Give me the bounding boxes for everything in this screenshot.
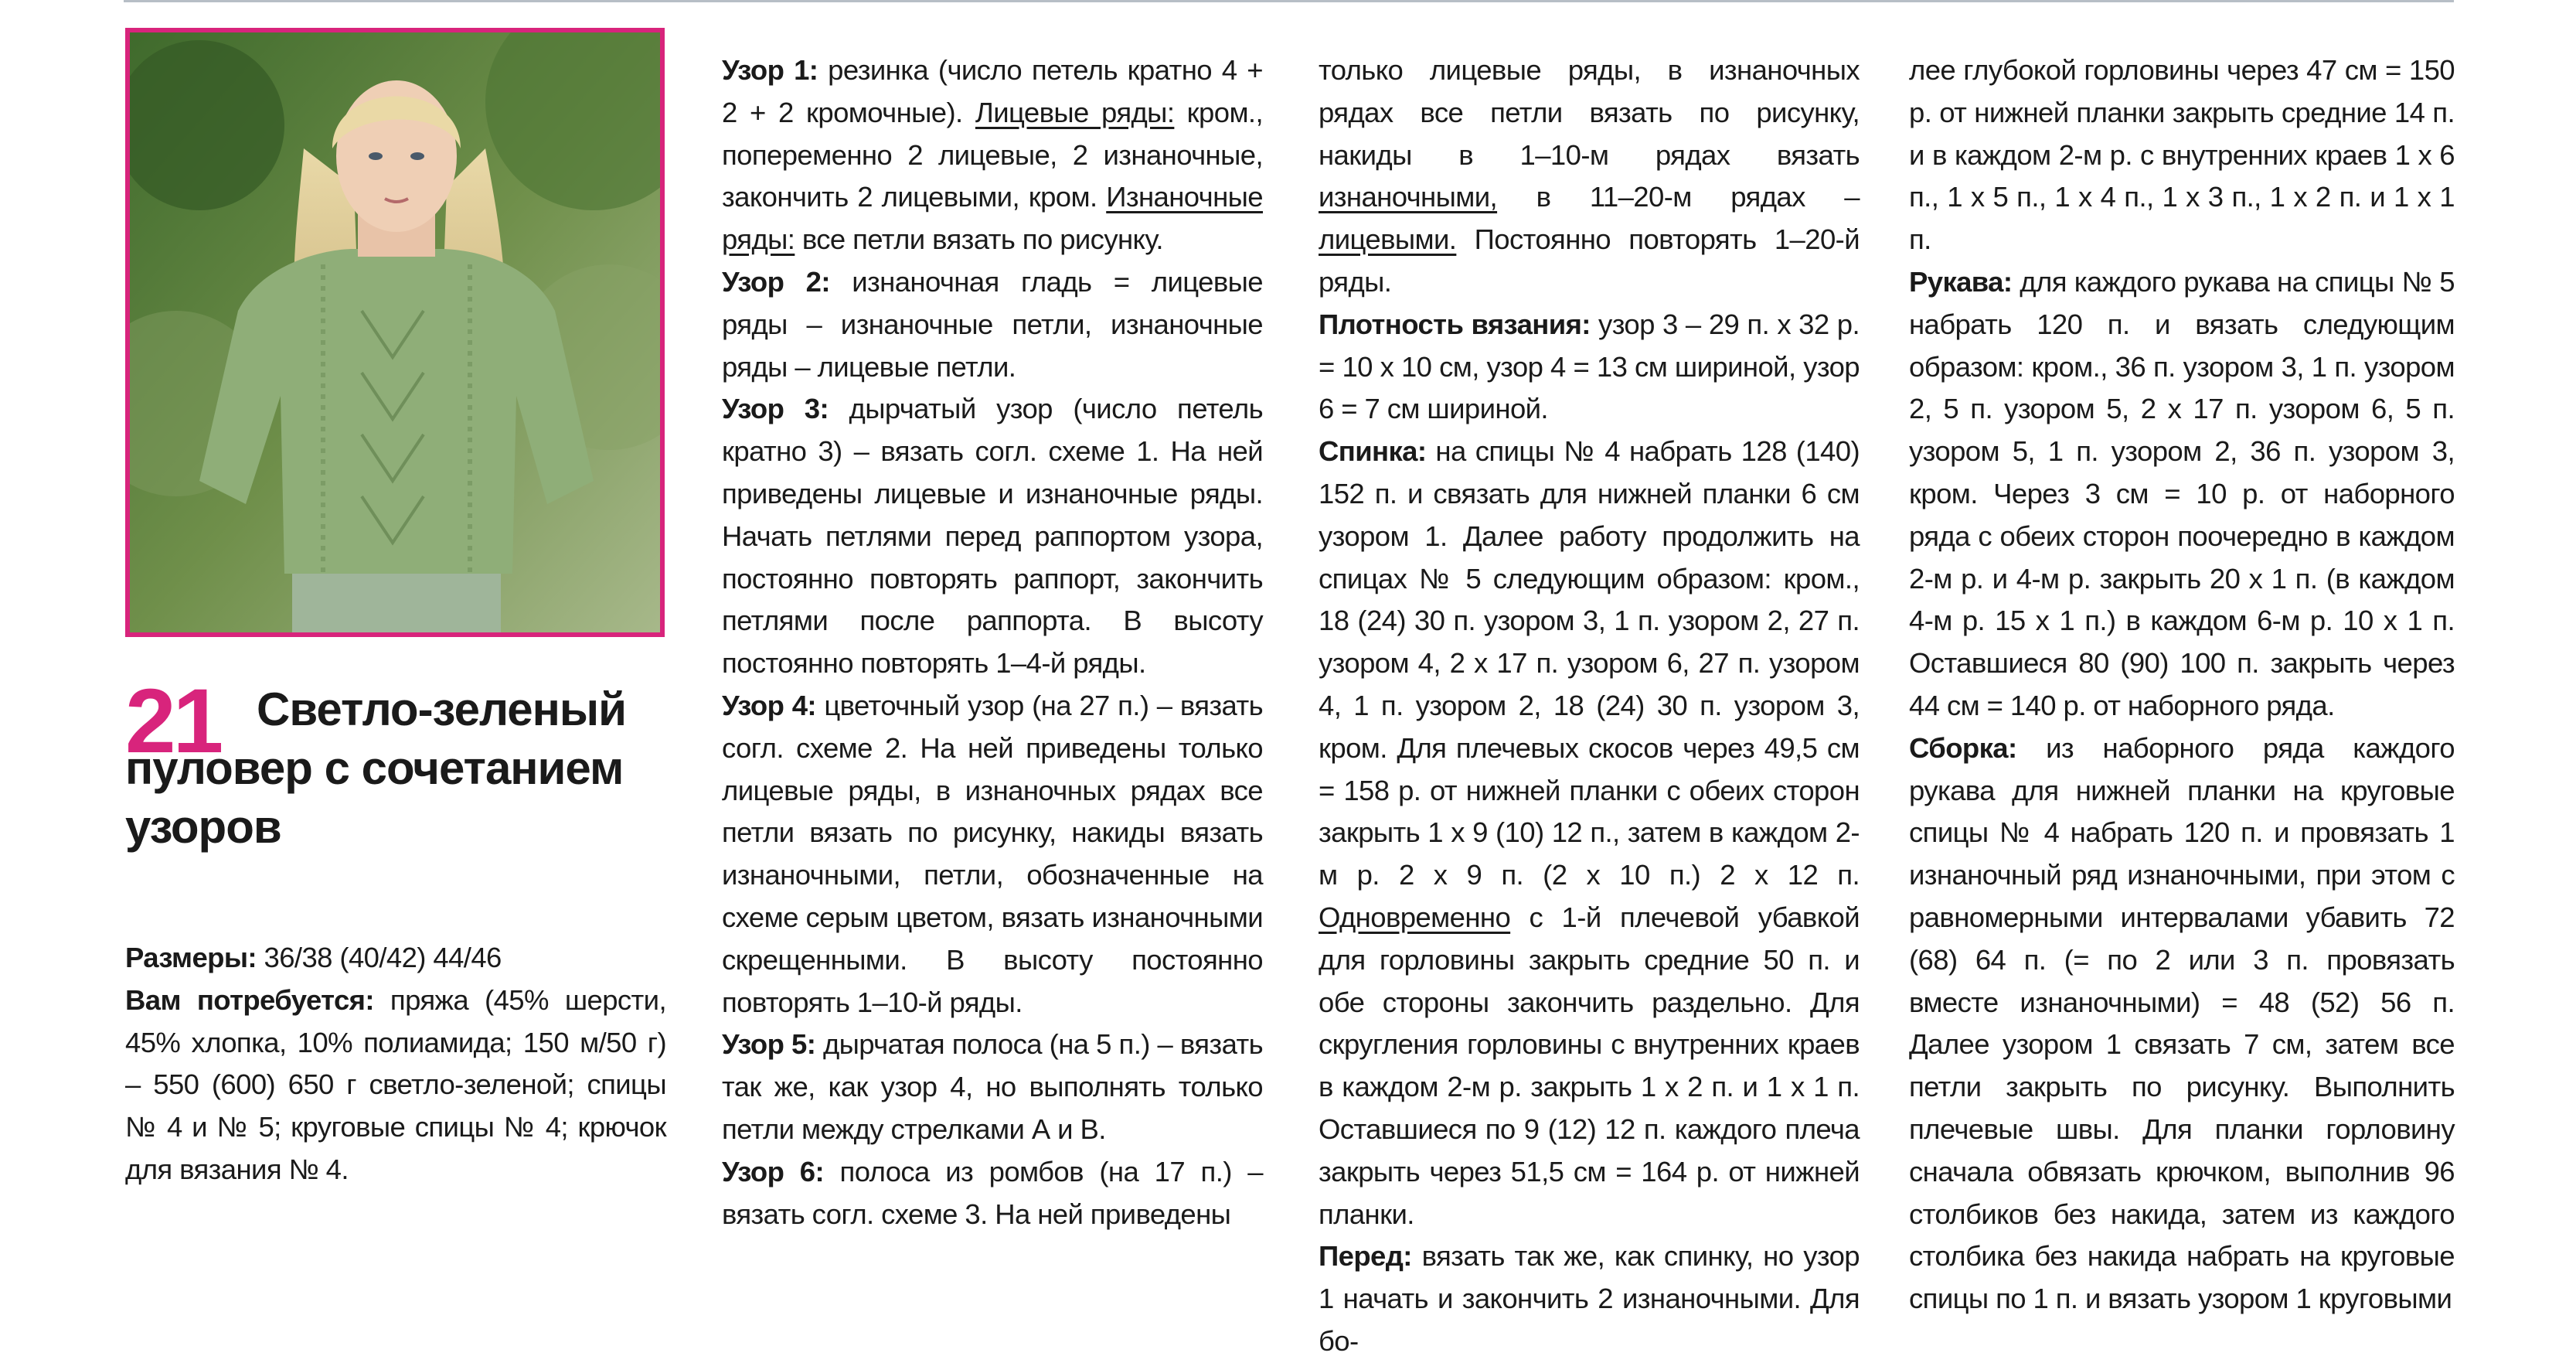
simultaneously-term: Одновременно (1319, 901, 1511, 933)
pattern-6-label: Узор 6: (722, 1155, 825, 1188)
back-text-a: на спицы № 4 набрать 128 (140) 152 п. и связать для нижней планки 6 см узором 1. Далее работу продолжить на спицах № 5 следующим образом: кром., 18 (24) 30 п. узором 3, 1 п. узором 2, 27 п. узором 4, 2 х 17 п. узором 6, 27 п. узором 4, 1 п. узором 2, 18 (24) 30 п. узором 3, кром. Для плечевых скосов через 49,5 см = 158 р. от нижней планки с обеих сторон закрыть 1 х 9 (10) 12 п., затем в каждом 2-м р. 2 х 9 п. (2 х 10 п.) 2 х 12 п. (1319, 435, 1860, 891)
pattern-6-text: полоса из ромбов (на 17 п.) – вязать согл. схеме 3. На ней приведены (722, 1155, 1263, 1230)
pattern-1-label: Узор 1: (722, 54, 818, 86)
pattern-6-paragraph (722, 1151, 1263, 1236)
pattern-3-text: дырчатый узор (число петель кратно 3) – вязать согл. схеме 1. На ней приведены лицевые и изнаночные ряды. Начать петлями перед раппортом узора, постоянно повторять раппорт, закончить петлями после раппорта. В высоту постоянно повторять 1–4-й ряды. (722, 393, 1263, 680)
gauge-label: Плотность вязания: (1319, 308, 1591, 340)
pattern-5-label: Узор 5: (722, 1028, 816, 1061)
pattern-2-text: изнаночная гладь = лицевые ряды – изнаночные петли, изнаночные ряды – лицевые петли. (722, 265, 1263, 383)
materials-label: Вам потребуется: (125, 983, 374, 1016)
gauge-text: узор 3 – 29 п. х 32 р. = 10 х 10 см, узор 4 = 13 см шириной, узор 6 = 7 см шириной. (1319, 308, 1860, 425)
sizes-label: Размеры: (125, 942, 257, 973)
top-rule (124, 0, 2454, 2)
purl-term: изнаночными, (1319, 181, 1498, 213)
sleeves-paragraph (1909, 261, 2455, 728)
pattern-3-label: Узор 3: (722, 393, 829, 425)
pattern-4-label: Узор 4: (722, 689, 816, 721)
column-4 (1909, 49, 2455, 1320)
column-1 (125, 937, 666, 1191)
model-photo (125, 28, 665, 637)
pattern-6-cont-text-a: только лицевые ряды, в изнаночных рядах все петли вязать по рисунку, накиды в 1–10-м рядах вязать (1319, 54, 1860, 171)
pattern-2-label: Узор 2: (722, 265, 830, 298)
pattern-6-continued (1319, 49, 1860, 304)
sleeves-text: для каждого рукава на спицы № 5 набрать 120 п. и вязать следующим образом: кром., 36 п. узором 3, 1 п. узором 2, 5 п. узором 5, 2 х 17 п. узором 6, 5 п. узором 5, 1 п. узором 2, 36 п. узором 3, кром. Через 3 см = 10 р. от наборного ряда с обеих сторон поочередно в каждом 2-м р. и 4-м р. закрыть 20 х 1 п. (в каждом 4-м р. 15 х 1 п.) в каждом 6-м р. 10 х 1 п. Оставшиеся 80 (90) 100 п. закрыть через 44 см = 140 р. от наборного ряда. (1909, 265, 2455, 721)
back-paragraph (1319, 431, 1860, 1235)
front-cont-text: лее глубокой горловины через 47 см = 150 р. от нижней планки закрыть средние 14 п. и в каждом 2-м р. с внутренних краев 1 х 6 п., 1 х 5 п., 1 х 4 п., 1 х 3 п., 1 х 2 п. и 1 х 1 п. (1909, 54, 2455, 256)
materials-paragraph (125, 980, 666, 1191)
pattern-6-cont-text-c: Постоянно повторять 1–20-й ряды. (1319, 223, 1860, 298)
pattern-2-paragraph (722, 261, 1263, 388)
pattern-1-text-c: все петли вязать по рисунку. (795, 223, 1163, 256)
article-heading (125, 670, 682, 857)
sizes-text: 36/38 (40/42) 44/46 (256, 942, 502, 973)
front-paragraph (1319, 1235, 1860, 1362)
front-text: вязать так же, как спинку, но узор 1 начать и закончить 2 изнаночными. Для бо- (1319, 1240, 1860, 1357)
gauge-paragraph (1319, 304, 1860, 431)
model-photo-illustration (130, 32, 660, 632)
front-continued (1909, 49, 2455, 261)
back-label: Спинка: (1319, 435, 1427, 468)
assembly-label: Сборка: (1909, 731, 2017, 764)
column-3 (1319, 49, 1860, 1363)
assembly-paragraph (1909, 728, 2455, 1320)
article-number: 21 (125, 670, 221, 772)
pattern-6-cont-text-b: в 11–20-м рядах – (1497, 181, 1860, 213)
pattern-1-paragraph (722, 49, 1263, 261)
front-label: Перед: (1319, 1240, 1412, 1273)
purl-rows-term: Изнаночные ряды: (722, 181, 1263, 256)
materials-text: пряжа (45% шерсти, 45% хлопка, 10% полиамида; 150 м/50 г) – 550 (600) 650 г светло-зеленой; спицы № 4 и № 5; круговые спицы № 4; крючок для вязания № 4. (125, 983, 666, 1185)
column-2 (722, 49, 1263, 1235)
pattern-5-paragraph (722, 1024, 1263, 1150)
assembly-text: из наборного ряда каждого рукава для нижней планки на круговые спицы № 4 набрать 120 п. и провязать 1 изнаночный ряд изнаночными, при этом с равномерными интервалами убавить 72 (68) 64 п. (= по 2 или 3 п. провязать вместе изнаночными) = 48 (52) 56 п. Далее узором 1 связать 7 см, затем все петли закрыть по рисунку. Выполнить плечевые швы. Для планки горловину сначала обвязать крючком, выполнив 96 столбиков без накида, затем из каждого столбика без накида набрать на круговые спицы по 1 п. и вязать узором 1 круговыми (1909, 731, 2455, 1315)
back-text-b: с 1-й плечевой убавкой для горловины закрыть средние 50 п. и обе стороны закончить раздельно. Для скругления горловины с внутренних краев в каждом 2-м р. закрыть 1 х 2 п. и 1 х 1 п. Оставшиеся по 9 (12) 12 п. каждого плеча закрыть через 51,5 см = 164 р. от нижней планки. (1319, 901, 1860, 1230)
sizes-paragraph (125, 937, 666, 980)
pattern-5-text: дырчатая полоса (на 5 п.) – вязать так же, как узор 4, но выполнять только петли между стрелками А и В. (722, 1028, 1263, 1145)
pattern-1-text-a: резинка (число петель кратно 4 + 2 + 2 кромочные). (722, 54, 1263, 128)
pattern-3-paragraph (722, 388, 1263, 685)
knit-rows-term: Лицевые ряды: (975, 96, 1175, 128)
sleeves-label: Рукава: (1909, 265, 2013, 298)
article-title: Светло-зеленый пуловер с сочетанием узоров (125, 683, 627, 853)
knit-term: лицевыми. (1319, 223, 1457, 256)
pattern-4-paragraph (722, 685, 1263, 1024)
pattern-4-text: цветочный узор (на 27 п.) – вязать согл. схеме 2. На ней приведены только лицевые ряды, в изнаночных рядах все петли вязать по рисунку, накиды вязать изнаночными, петли, обозначенные на схеме серым цветом, вязать изнаночными скрещенными. В высоту постоянно повторять 1–10-й ряды. (722, 689, 1263, 1018)
pattern-1-text-b: кром., попеременно 2 лицевые, 2 изнаночные, закончить 2 лицевыми, кром. (722, 96, 1264, 213)
